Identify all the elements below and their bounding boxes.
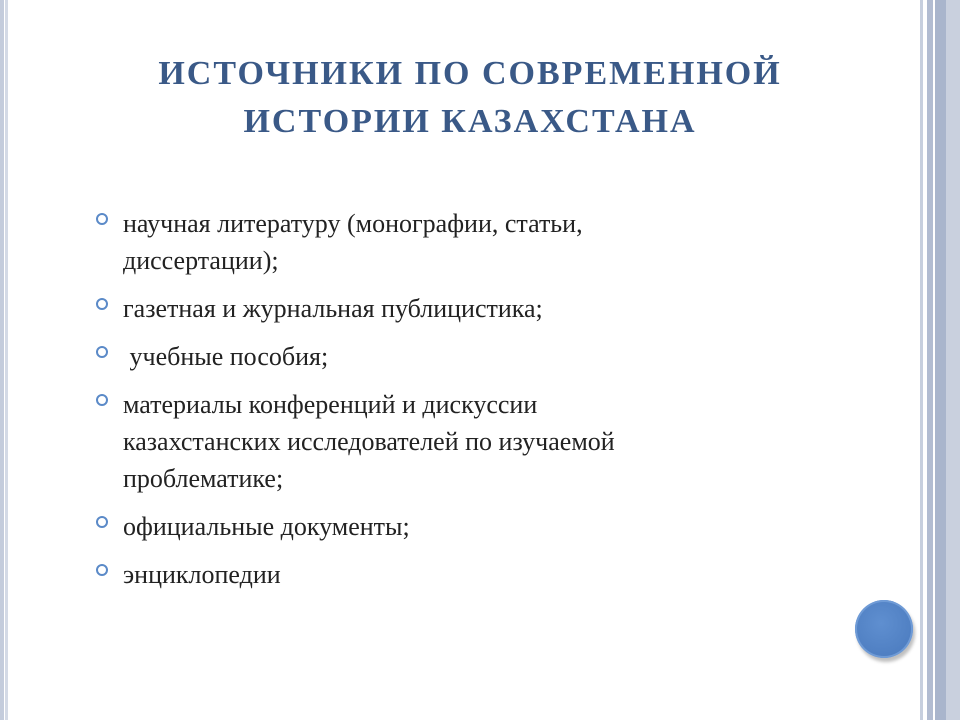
bullet-list xyxy=(96,205,856,604)
bullet-item xyxy=(96,290,856,327)
bullet-item xyxy=(96,205,856,279)
bullet-text-line: энциклопедии xyxy=(123,560,281,589)
bullet-item xyxy=(96,338,856,375)
bullet-item xyxy=(96,508,856,545)
right-frame-stripes xyxy=(918,0,960,720)
bullet-text-line: научная литературу (монографии, статьи, xyxy=(123,209,583,238)
bullet-text-line: казахстанских исследователей по изучаемой xyxy=(123,427,615,456)
bullet-item xyxy=(96,386,856,497)
bullet-ring-icon xyxy=(96,346,108,358)
bullet-ring-icon xyxy=(96,564,108,576)
bullet-text-line: материалы конференций и дискуссии xyxy=(123,390,538,419)
slide-title-line: ИСТОРИИ КАЗАХСТАНА xyxy=(243,103,697,140)
left-frame-stripe xyxy=(0,0,8,720)
bullet-ring-icon xyxy=(96,213,108,225)
decorative-circle-icon xyxy=(855,600,913,658)
bullet-text-line: газетная и журнальная публицистика; xyxy=(123,294,543,323)
bullet-text-line: диссертации); xyxy=(123,246,279,275)
bullet-text-line: проблематике; xyxy=(123,464,284,493)
slide-title-line: ИСТОЧНИКИ ПО СОВРЕМЕННОЙ xyxy=(158,55,782,92)
bullet-text-line: учебные пособия; xyxy=(123,342,329,371)
bullet-ring-icon xyxy=(96,516,108,528)
bullet-ring-icon xyxy=(96,394,108,406)
slide-title xyxy=(40,50,900,146)
bullet-text-line: официальные документы; xyxy=(123,512,410,541)
bullet-item xyxy=(96,556,856,593)
bullet-ring-icon xyxy=(96,298,108,310)
